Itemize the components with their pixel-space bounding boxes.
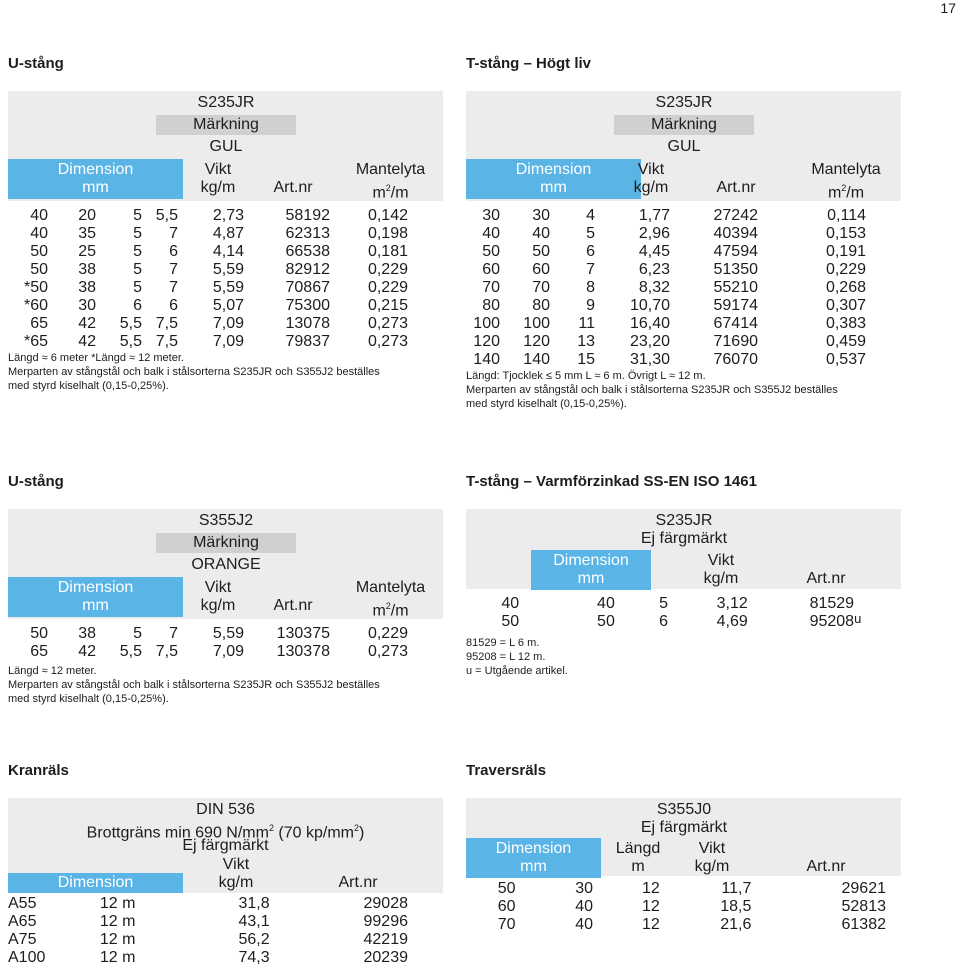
table-cell: 0,198 — [367, 225, 408, 242]
marking-color: ORANGE — [191, 556, 261, 573]
table-row — [466, 880, 886, 898]
section-title-u-stang: U-stång — [8, 55, 64, 72]
table-cell: 0,229 — [367, 625, 408, 642]
table-cell: 29028 — [363, 895, 408, 912]
table-cell: 80 — [482, 297, 500, 314]
artnr-label: Art.nr — [716, 179, 756, 196]
table-cell: 51350 — [713, 261, 758, 278]
table-cell: 60 — [482, 261, 500, 278]
table-cell: 47594 — [713, 243, 758, 260]
table-row — [466, 898, 886, 916]
table-cell: 6 — [659, 613, 668, 630]
table-row — [8, 931, 408, 949]
artnr-label: Art.nr — [273, 597, 313, 614]
table-row — [8, 207, 408, 225]
table-row — [8, 949, 408, 967]
table-cell: 21,6 — [720, 916, 752, 933]
table-cell: 5 — [133, 243, 142, 260]
table-cell: 38 — [78, 261, 96, 278]
table-row — [466, 279, 866, 297]
table-row — [466, 333, 866, 351]
table-cell: 5 — [133, 279, 142, 296]
finish: Ej färgmärkt — [640, 530, 728, 547]
table-cell: 0,268 — [825, 279, 866, 296]
table-cell: A65 — [8, 913, 37, 930]
dimension-header: Dimension — [8, 873, 183, 893]
table-cell: 12 — [642, 880, 660, 897]
table-cell: 42 — [78, 333, 96, 350]
marking-label: Märkning — [156, 115, 296, 135]
table-cell: 82912 — [285, 261, 330, 278]
table-cell: 7 — [169, 625, 178, 642]
table-cell: 5,59 — [212, 261, 244, 278]
table-cell: 29621 — [841, 880, 886, 897]
table-cell: 75300 — [285, 297, 330, 314]
table-cell: 25 — [78, 243, 96, 260]
table-row — [8, 279, 408, 297]
table-cell: 4,69 — [716, 613, 748, 630]
table-cell: 5 — [586, 225, 595, 242]
note-line: Merparten av stångstål och balk i stålsorterna S235JR och S355J2 beställes — [8, 679, 380, 691]
table-cell: 71690 — [713, 333, 758, 350]
table-cell: 100 — [473, 315, 500, 332]
table-cell: A100 — [8, 949, 46, 966]
t2-notes — [466, 636, 568, 678]
table-cell: 43,1 — [238, 913, 270, 930]
table-cell: *60 — [23, 297, 48, 314]
table-cell: 0,191 — [825, 243, 866, 260]
table-cell: 12 m — [99, 913, 136, 930]
table-cell: 80 — [532, 297, 550, 314]
table-cell: 70 — [497, 916, 516, 933]
vikt-label: Vikt — [637, 161, 665, 178]
table-cell: 5 — [133, 261, 142, 278]
table-row — [466, 613, 886, 631]
table-cell: 70867 — [285, 279, 330, 296]
vikt-unit: kg/m — [633, 179, 669, 196]
table-cell: 67414 — [713, 315, 758, 332]
table-cell: 11,7 — [721, 880, 752, 897]
dimension-header — [531, 550, 651, 590]
grade: S355J0 — [656, 801, 712, 818]
mantelyta-unit: $m^2/m$ — [827, 183, 865, 202]
table-cell: 5,5 — [119, 315, 142, 332]
standard: DIN 536 — [196, 801, 255, 818]
tr-table — [466, 880, 886, 934]
table-cell: 0,383 — [825, 315, 866, 332]
dimension-unit: mm — [82, 597, 109, 614]
table-row — [466, 315, 866, 333]
dimension-label: Dimension — [57, 161, 134, 178]
table-cell: 62313 — [285, 225, 330, 242]
table-cell: 18,5 — [720, 898, 752, 915]
note-line: med styrd kiselhalt (0,15-0,25%). — [466, 398, 627, 410]
table-cell: 81529 — [809, 595, 855, 612]
table-cell: 5,5 — [155, 207, 178, 224]
table-row — [8, 895, 408, 913]
table-cell: 76070 — [713, 351, 758, 368]
dimension-header — [466, 159, 641, 199]
dimension-label: Dimension — [495, 840, 572, 857]
table-cell: *50 — [23, 279, 48, 296]
table-cell: 11 — [578, 315, 595, 332]
table-cell: 0,273 — [367, 315, 408, 332]
table-cell: 7 — [169, 261, 178, 278]
table-cell: 4,14 — [212, 243, 244, 260]
note-line: 95208 = L 12 m. — [466, 651, 546, 663]
note-line: Längd: Tjocklek ≤ 5 mm L ≈ 6 m. Övrigt L ≈ 12 m. — [466, 370, 706, 382]
table-cell: 50 — [497, 880, 516, 897]
grade: S235JR — [197, 94, 255, 111]
table-cell: 60 — [532, 261, 550, 278]
table-cell: 42219 — [363, 931, 408, 948]
table-cell: 65 — [30, 315, 48, 332]
table-cell: 12 m — [99, 931, 136, 948]
table-cell: 5,5 — [119, 333, 142, 350]
table-cell: 7 — [586, 261, 595, 278]
table-cell: 31,30 — [629, 351, 670, 368]
table-cell: 59174 — [713, 297, 758, 314]
vikt-unit: kg/m — [703, 570, 739, 587]
vikt-label: Vikt — [204, 161, 232, 178]
table-row — [8, 297, 408, 315]
vikt-label: Vikt — [698, 840, 726, 857]
t1-notes — [466, 369, 838, 411]
table-cell: 30 — [575, 880, 594, 897]
note-line: u = Utgående artikel. — [466, 665, 568, 677]
table-cell: 79837 — [285, 333, 330, 350]
table-cell: 38 — [78, 625, 96, 642]
table-row — [8, 333, 408, 351]
table-cell: 70 — [482, 279, 500, 296]
table-cell: 13 — [577, 333, 595, 350]
table-cell: 61382 — [841, 916, 886, 933]
table-cell: 40 — [501, 595, 520, 612]
table-cell: 66538 — [285, 243, 330, 260]
dimension-label: Dimension — [515, 161, 592, 178]
table-cell: 40 — [30, 207, 48, 224]
dimension-label: Dimension — [57, 579, 134, 596]
mantelyta-label: Mantelyta — [355, 579, 426, 596]
u1-notes — [8, 351, 380, 393]
u2-table — [8, 625, 408, 661]
note-line: Merparten av stångstål och balk i stålsorterna S235JR och S355J2 beställes — [8, 366, 380, 378]
table-cell: 6 — [169, 243, 178, 260]
table-row — [466, 297, 866, 315]
dimension-unit: mm — [520, 858, 547, 875]
langd-label: Längd — [615, 840, 661, 857]
table-cell: 0,537 — [825, 351, 866, 368]
table-row — [466, 207, 866, 225]
vikt-label: Vikt — [204, 579, 232, 596]
table-cell: 5 — [659, 595, 668, 612]
marking-color: GUL — [209, 138, 243, 155]
grade: S235JR — [655, 512, 713, 529]
table-cell: 40 — [575, 898, 594, 915]
table-cell: 40394 — [713, 225, 758, 242]
table-cell: 31,8 — [238, 895, 270, 912]
section-title-kranrals: Kranräls — [8, 762, 69, 779]
table-cell: 70 — [532, 279, 550, 296]
finish: Ej färgmärkt — [640, 819, 728, 836]
grade: S235JR — [655, 94, 713, 111]
table-row — [466, 595, 886, 613]
u1-header-panel — [8, 91, 443, 201]
table-cell: 5,59 — [212, 279, 244, 296]
artnr-label: Art.nr — [806, 570, 846, 587]
artnr-label: Art.nr — [806, 858, 846, 875]
table-cell: 20239 — [363, 949, 408, 966]
section-title-traversrals: Traversräls — [466, 762, 547, 779]
table-cell: 50 — [501, 613, 520, 630]
table-cell: 35 — [78, 225, 96, 242]
table-cell: 130378 — [276, 643, 330, 660]
table-cell: 6 — [133, 297, 142, 314]
vikt-label: Vikt — [222, 856, 250, 873]
table-row — [8, 913, 408, 931]
table-cell: 27242 — [713, 207, 758, 224]
mantelyta-label: Mantelyta — [355, 161, 426, 178]
table-cell: 15 — [577, 351, 595, 368]
table-cell: 40 — [482, 225, 500, 242]
marking-label: Märkning — [156, 533, 296, 553]
kr-table — [8, 895, 408, 967]
u2-header-panel — [8, 509, 443, 619]
table-cell: 12 — [642, 916, 660, 933]
table-cell: 74,3 — [238, 949, 270, 966]
t1-header-panel — [466, 91, 901, 201]
page-number: 17 — [940, 0, 956, 16]
table-cell: 5 — [133, 625, 142, 642]
table-row — [8, 243, 408, 261]
table-cell: 0,307 — [825, 297, 866, 314]
table-cell: 0,273 — [367, 643, 408, 660]
table-cell: *65 — [23, 333, 48, 350]
note-line: 81529 = L 6 m. — [466, 637, 540, 649]
marking-color: GUL — [667, 138, 701, 155]
t2-table — [466, 595, 886, 631]
table-cell: 0,215 — [367, 297, 408, 314]
table-cell: 38 — [78, 279, 96, 296]
table-cell: 5,59 — [212, 625, 244, 642]
table-cell: 23,20 — [629, 333, 670, 350]
table-cell: 12 m — [99, 949, 136, 966]
section-title-t-stang-varmforzinkad: T-stång – Varmförzinkad SS-EN ISO 1461 — [466, 473, 757, 490]
dimension-unit: mm — [540, 179, 567, 196]
table-cell: 50 — [597, 613, 615, 630]
table-cell: 12 — [642, 898, 660, 915]
table-cell: 6 — [169, 297, 178, 314]
table-cell: 50 — [30, 261, 48, 278]
table-cell: 30 — [532, 207, 550, 224]
tr-header-panel — [466, 798, 901, 876]
table-row — [466, 225, 866, 243]
table-cell: 52813 — [841, 898, 886, 915]
table-row — [466, 916, 886, 934]
table-cell: 2,73 — [212, 207, 244, 224]
dimension-unit: mm — [82, 179, 109, 196]
table-cell: 12 m — [99, 895, 136, 912]
mantelyta-unit: $m^2/m$ — [372, 183, 409, 202]
table-cell: 50 — [30, 625, 48, 642]
table-cell: 56,2 — [238, 931, 270, 948]
table-cell: 20 — [78, 207, 96, 224]
table-cell: 5,07 — [212, 297, 244, 314]
table-cell: 120 — [523, 333, 550, 350]
table-cell: 100 — [523, 315, 550, 332]
table-cell: 0,229 — [367, 279, 408, 296]
table-cell: 5 — [133, 225, 142, 242]
note-line: med styrd kiselhalt (0,15-0,25%). — [8, 693, 169, 705]
table-cell: A55 — [8, 895, 37, 912]
table-row — [466, 261, 866, 279]
table-cell: 4,87 — [212, 225, 244, 242]
langd-unit: m — [631, 858, 645, 875]
table-cell: 8 — [586, 279, 595, 296]
mantelyta-unit: $m^2/m$ — [372, 601, 409, 620]
table-cell: 40 — [575, 916, 594, 933]
table-cell: 7 — [169, 225, 178, 242]
table-cell: 140 — [523, 351, 550, 368]
table-cell: 7,09 — [212, 333, 244, 350]
table-row — [8, 315, 408, 333]
table-cell: 58192 — [285, 207, 330, 224]
t2-header-panel — [466, 509, 901, 589]
table-cell: 65 — [30, 643, 48, 660]
table-cell: 7,5 — [155, 643, 178, 660]
table-cell: 7,5 — [155, 315, 178, 332]
artnr-label: Art.nr — [338, 874, 378, 891]
table-cell: 42 — [78, 315, 96, 332]
dimension-header — [466, 838, 601, 878]
mantelyta-label: Mantelyta — [811, 161, 881, 178]
table-cell: 0,459 — [825, 333, 866, 350]
table-row — [466, 243, 866, 261]
table-row — [8, 625, 408, 643]
strength: Brottgräns min 690 $N/mm^2$ (70 $kp/mm^2$) — [86, 823, 365, 842]
table-cell: 95208 — [809, 613, 855, 630]
kr-header-panel — [8, 798, 443, 893]
table-cell: 0,273 — [367, 333, 408, 350]
finish: Ej färgmärkt — [182, 837, 269, 854]
table-cell: 8,32 — [638, 279, 670, 296]
table-cell: 9 — [586, 297, 595, 314]
table-cell: 7 — [169, 279, 178, 296]
table-cell: 0,114 — [827, 207, 866, 224]
dimension-unit: mm — [577, 570, 605, 587]
table-cell: 40 — [532, 225, 550, 242]
table-cell: 50 — [482, 243, 500, 260]
note-line: Längd ≈ 12 meter. — [8, 665, 97, 677]
t1-table — [466, 207, 866, 369]
table-cell: 42 — [78, 643, 96, 660]
table-cell: 130375 — [276, 625, 330, 642]
table-cell: 10,70 — [629, 297, 670, 314]
table-cell: 5,5 — [119, 643, 142, 660]
dimension-header — [8, 577, 183, 617]
table-cell: 0,229 — [825, 261, 866, 278]
vikt-label: Vikt — [707, 552, 735, 569]
table-cell: 30 — [482, 207, 500, 224]
table-cell: 2,96 — [638, 225, 670, 242]
table-cell: 40 — [597, 595, 615, 612]
table-row — [8, 643, 408, 661]
table-cell: 4 — [586, 207, 595, 224]
table-cell: 7,09 — [212, 315, 244, 332]
note-line: med styrd kiselhalt (0,15-0,25%). — [8, 380, 169, 392]
vikt-unit: kg/m — [218, 874, 254, 891]
table-cell: 50 — [532, 243, 550, 260]
table-cell: 6 — [586, 243, 595, 260]
table-cell: 0,142 — [367, 207, 408, 224]
dimension-label: Dimension — [553, 552, 629, 569]
table-row — [8, 261, 408, 279]
table-cell: 40 — [30, 225, 48, 242]
u2-notes — [8, 664, 380, 706]
section-title-t-stang-hogt-liv: T-stång – Högt liv — [466, 55, 592, 72]
table-cell: 7,5 — [155, 333, 178, 350]
table-cell: 140 — [473, 351, 500, 368]
vikt-unit: kg/m — [694, 858, 730, 875]
table-cell: 5 — [133, 207, 142, 224]
table-cell: A75 — [8, 931, 37, 948]
note-line: Längd ≈ 6 meter *Längd ≈ 12 meter. — [8, 352, 184, 364]
table-cell: 60 — [497, 898, 516, 915]
artnr-label: Art.nr — [273, 179, 313, 196]
vikt-unit: kg/m — [200, 179, 236, 196]
table-cell: u — [854, 611, 862, 626]
table-cell: 30 — [78, 297, 96, 314]
table-cell: 0,229 — [367, 261, 408, 278]
table-cell: 13078 — [285, 315, 330, 332]
section-title-u-stang-s355j2: U-stång — [8, 473, 64, 490]
table-cell: 0,153 — [825, 225, 866, 242]
table-cell: 16,40 — [629, 315, 670, 332]
vikt-unit: kg/m — [200, 597, 236, 614]
table-cell: 3,12 — [716, 595, 748, 612]
table-row — [8, 225, 408, 243]
table-cell: 4,45 — [638, 243, 670, 260]
table-cell: 120 — [473, 333, 500, 350]
note-line: Merparten av stångstål och balk i stålsorterna S235JR och S355J2 beställes — [466, 384, 838, 396]
table-row — [466, 351, 866, 369]
table-cell: 7,09 — [212, 643, 244, 660]
table-cell: 55210 — [713, 279, 758, 296]
dimension-header — [8, 159, 183, 199]
table-cell: 6,23 — [638, 261, 670, 278]
u1-table — [8, 207, 408, 351]
table-cell: 99296 — [363, 913, 408, 930]
table-cell: 1,77 — [638, 207, 670, 224]
grade: S355J2 — [198, 512, 254, 529]
marking-label: Märkning — [614, 115, 754, 135]
table-cell: 50 — [30, 243, 48, 260]
table-cell: 0,181 — [367, 243, 408, 260]
